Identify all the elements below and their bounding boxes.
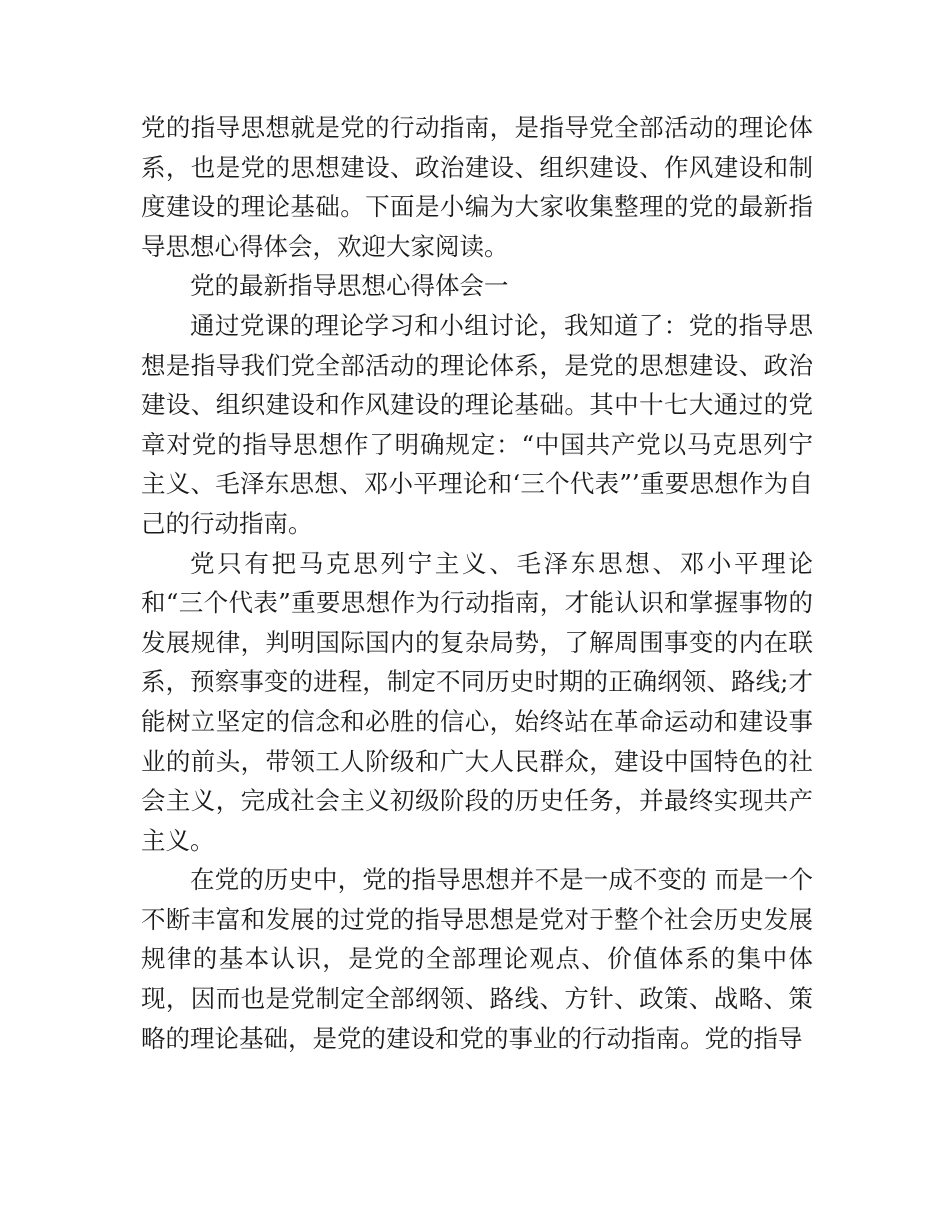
intro-paragraph: 党的指导思想就是党的行动指南，是指导党全部活动的理论体系，也是党的思想建设、政治建设、组织建设、作风建设和制度建设的理论基础。下面是小编为大家收集整理的党的最新指导思想心得体会，欢迎大家阅读。 <box>141 113 813 261</box>
body-paragraph-1: 通过党课的理论学习和小组讨论，我知道了：党的指导思想是指导我们党全部活动的理论体系，是党的思想建设、政治建设、组织建设和作风建设的理论基础。其中十七大通过的党章对党的指导思想作了明确规定：“中国共产党以马克思列宁主义、毛泽东思想、邓小平理论和‘三个代表”’重要思想作为自己的行动指南。 <box>141 310 813 538</box>
section-heading: 党的最新指导思想心得体会一 <box>190 271 509 301</box>
document-page <box>141 108 813 1058</box>
body-paragraph-3: 在党的历史中，党的指导思想并不是一成不变的 而是一个不断丰富和发展的过党的指导思想是党对于整个社会历史发展规律的基本认识，是党的全部理论观点、价值体系的集中体现，因而也是党制定全部纲领、路线、方针、政策、战略、策略的理论基础，是党的建设和党的事业的行动指南。党的指导 <box>141 865 813 1053</box>
body-paragraph-2: 党只有把马克思列宁主义、毛泽东思想、邓小平理论和“三个代表”重要思想作为行动指南，才能认识和掌握事物的发展规律，判明国际国内的复杂局势，了解周围事变的内在联系，预察事变的进程，制定不同历史时期的正确纲领、路线;才能树立坚定的信念和必胜的信心，始终站在革命运动和建设事业的前头，带领工人阶级和广大人民群众，建设中国特色的社会主义，完成社会主义初级阶段的历史任务，并最终实现共产主义。 <box>141 548 813 855</box>
